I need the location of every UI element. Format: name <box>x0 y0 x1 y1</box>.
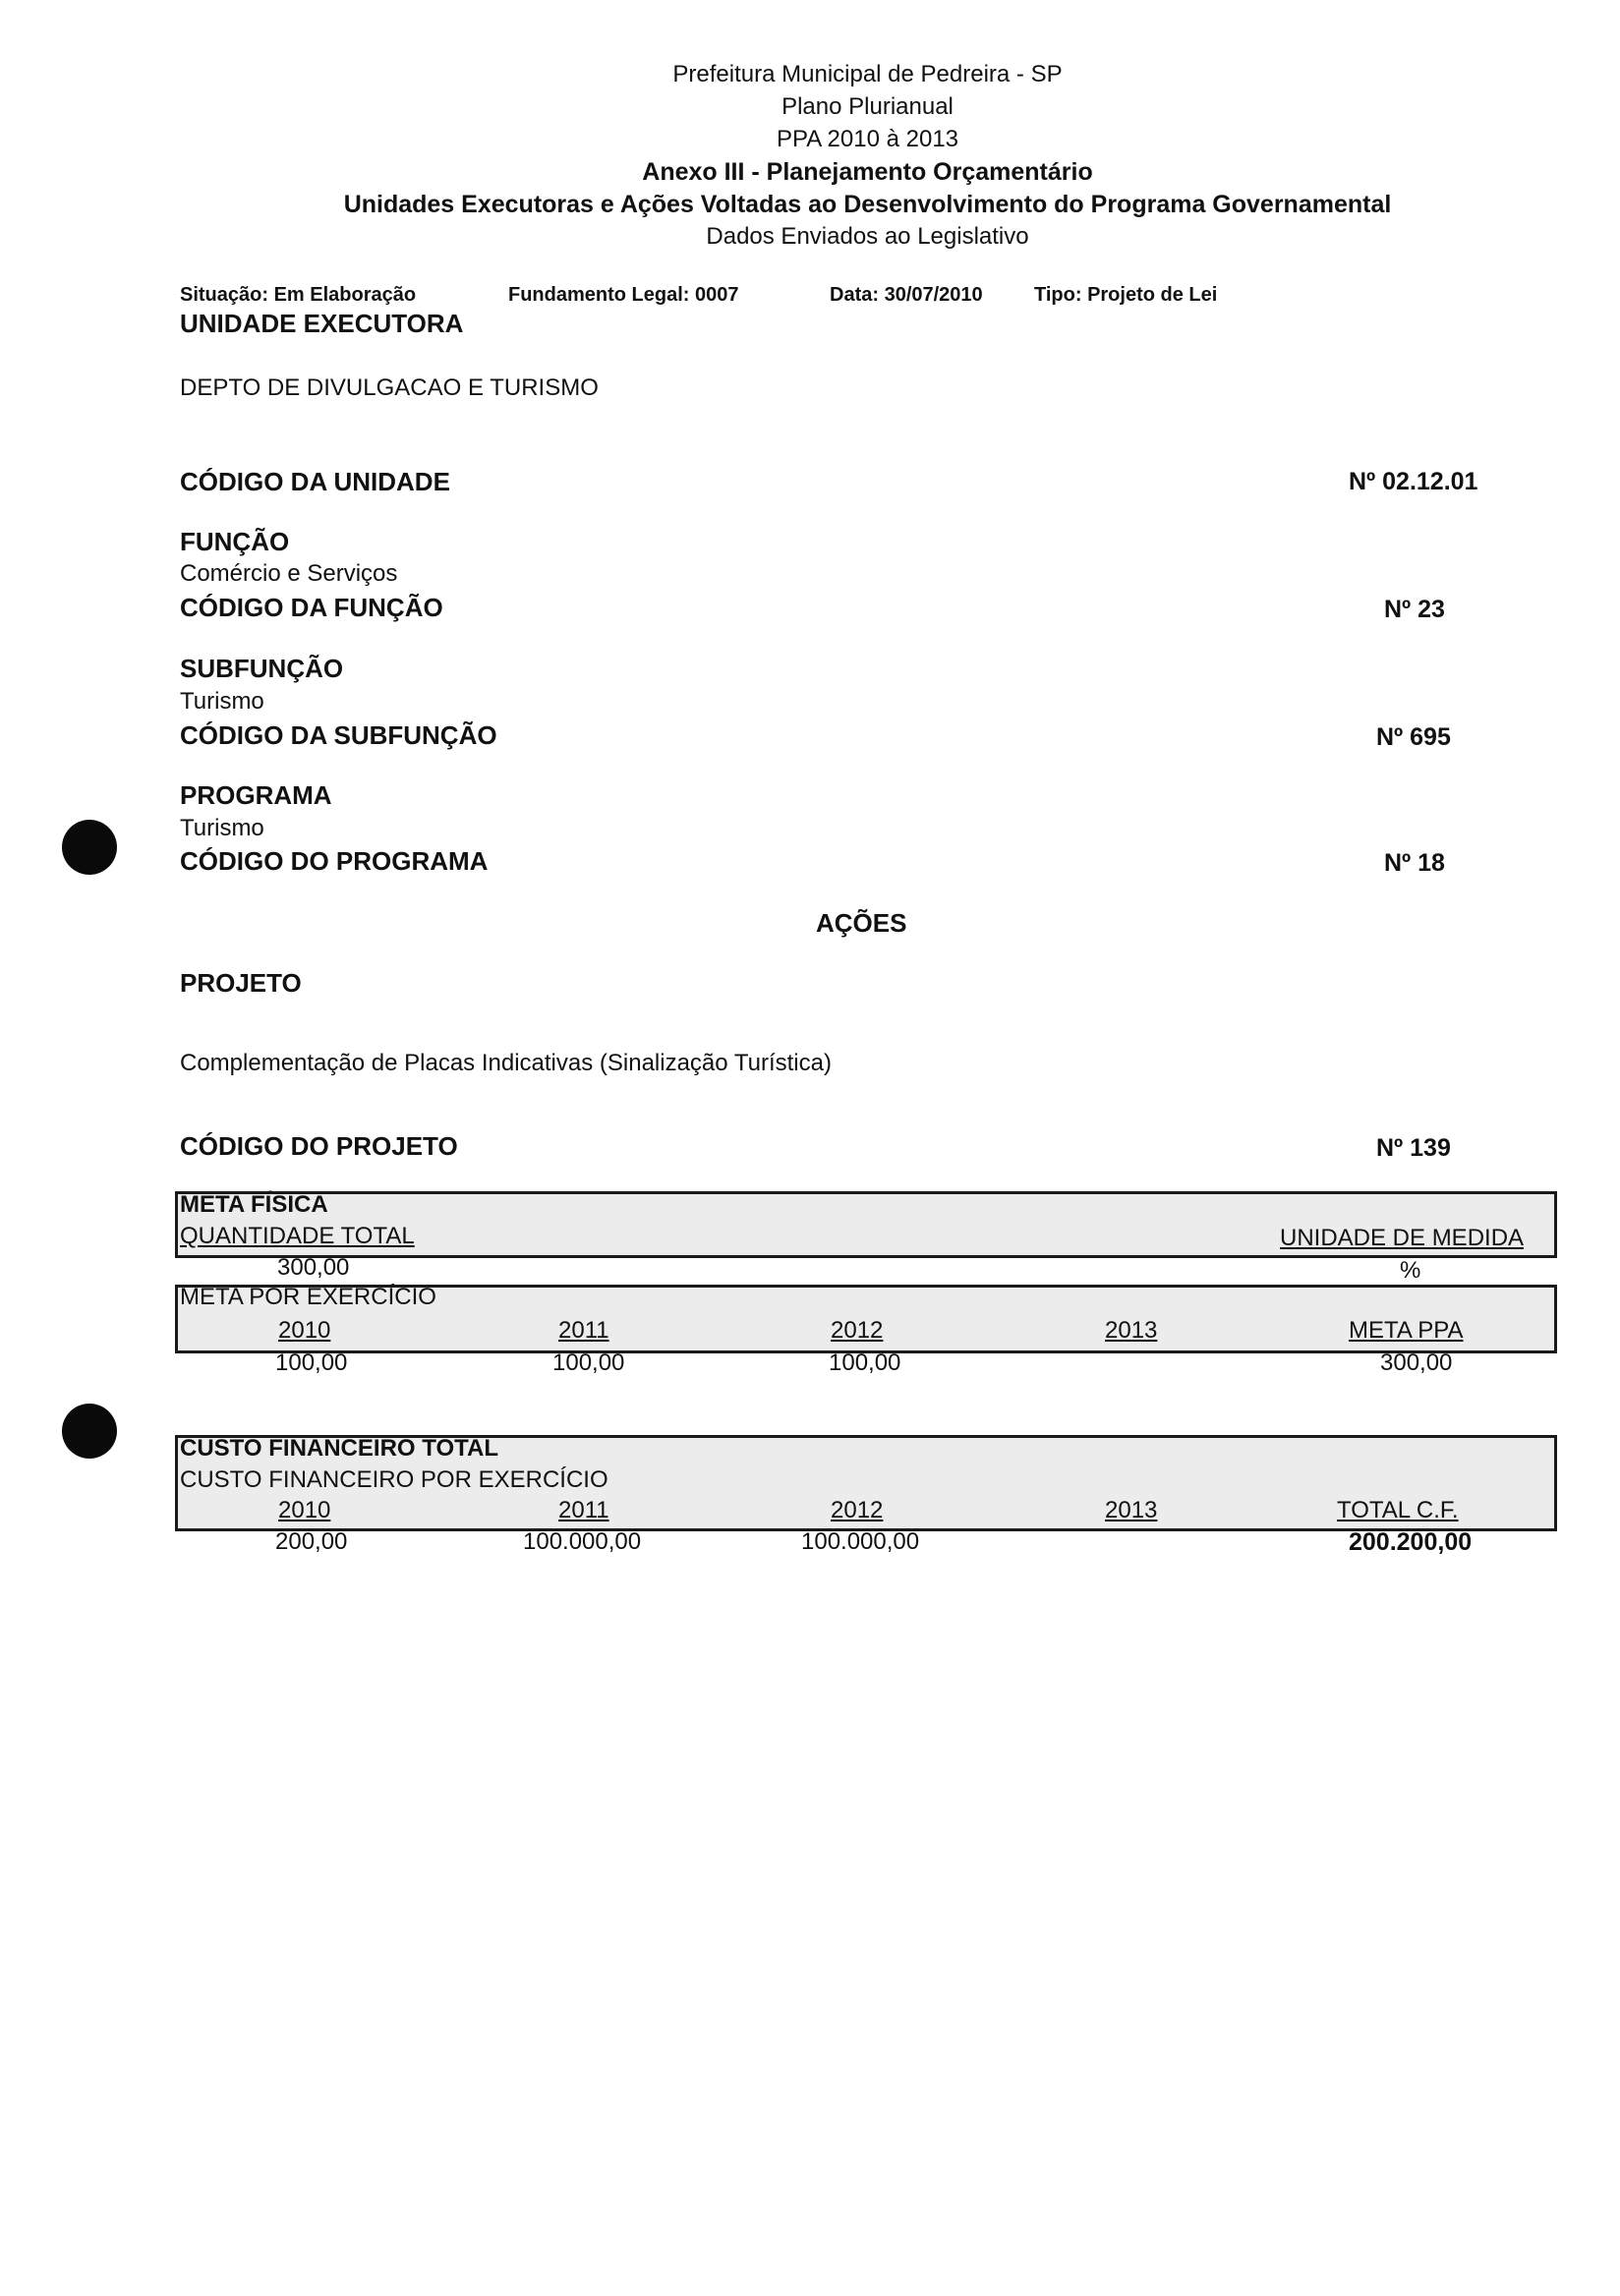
unidade-executora-label: UNIDADE EXECUTORA <box>180 309 464 338</box>
unidade-medida: % <box>1400 1257 1421 1284</box>
custo-value-2012: 100.000,00 <box>801 1528 920 1555</box>
codigo-subfuncao: Nº 695 <box>1376 723 1451 751</box>
meta-year-2011: 2011 <box>558 1317 609 1344</box>
programa-label: PROGRAMA <box>180 780 332 810</box>
meta-year-2012: 2012 <box>831 1317 884 1344</box>
header-dados: Dados Enviados ao Legislativo <box>706 223 1029 250</box>
custo-value-2010: 200,00 <box>275 1528 348 1555</box>
codigo-programa-label: CÓDIGO DO PROGRAMA <box>180 846 489 876</box>
tipo: Tipo: Projeto de Lei <box>1034 284 1218 306</box>
meta-exercicio-title: META POR EXERCÍCIO <box>180 1284 436 1310</box>
acoes-title: AÇÕES <box>816 908 907 938</box>
subfuncao-label: SUBFUNÇÃO <box>180 654 344 683</box>
codigo-unidade: Nº 02.12.01 <box>1349 468 1478 495</box>
codigo-unidade-label: CÓDIGO DA UNIDADE <box>180 467 450 496</box>
header-period: PPA 2010 à 2013 <box>776 126 959 152</box>
situacao: Situação: Em Elaboração <box>180 284 417 306</box>
meta-ppa-total: 300,00 <box>1380 1349 1453 1376</box>
custo-financeiro-title: CUSTO FINANCEIRO TOTAL <box>180 1435 498 1462</box>
custo-year-2010: 2010 <box>278 1497 331 1523</box>
quantidade-total-label: QUANTIDADE TOTAL <box>180 1223 415 1249</box>
custo-value-2011: 100.000,00 <box>523 1528 642 1555</box>
custo-exercicio-subtitle: CUSTO FINANCEIRO POR EXERCÍCIO <box>180 1466 608 1493</box>
meta-value-2012: 100,00 <box>829 1349 901 1376</box>
total-cf-label: TOTAL C.F. <box>1337 1497 1459 1523</box>
codigo-funcao-label: CÓDIGO DA FUNÇÃO <box>180 593 443 622</box>
meta-ppa-label: META PPA <box>1349 1317 1464 1344</box>
unidade-medida-label: UNIDADE DE MEDIDA <box>1280 1225 1525 1251</box>
projeto-nome: Complementação de Placas Indicativas (Sinalização Turística) <box>180 1050 832 1076</box>
projeto-label: PROJETO <box>180 968 302 998</box>
meta-value-2011: 100,00 <box>552 1349 625 1376</box>
punch-hole-bottom <box>62 1404 117 1459</box>
custo-year-2012: 2012 <box>831 1497 884 1523</box>
codigo-subfuncao-label: CÓDIGO DA SUBFUNÇÃO <box>180 720 497 750</box>
header-annex: Anexo III - Planejamento Orçamentário <box>642 158 1093 186</box>
custo-year-2013: 2013 <box>1105 1497 1158 1523</box>
funcao-label: FUNÇÃO <box>180 527 290 556</box>
header-municipality: Prefeitura Municipal de Pedreira - SP <box>672 61 1063 87</box>
unidade-nome: DEPTO DE DIVULGACAO E TURISMO <box>180 374 599 401</box>
codigo-projeto-label: CÓDIGO DO PROJETO <box>180 1131 458 1161</box>
quantidade-total: 300,00 <box>277 1254 350 1281</box>
codigo-programa: Nº 18 <box>1384 849 1445 877</box>
header-plan: Plano Plurianual <box>781 93 954 120</box>
custo-year-2011: 2011 <box>558 1497 609 1523</box>
meta-year-2010: 2010 <box>278 1317 331 1344</box>
header-subtitle: Unidades Executoras e Ações Voltadas ao Desenvolvimento do Programa Governamental <box>343 191 1392 218</box>
meta-value-2010: 100,00 <box>275 1349 348 1376</box>
funcao-nome: Comércio e Serviços <box>180 560 398 587</box>
total-cf: 200.200,00 <box>1349 1528 1473 1556</box>
fundamento-legal: Fundamento Legal: 0007 <box>508 284 739 306</box>
meta-fisica-title: META FÍSICA <box>180 1191 328 1218</box>
codigo-projeto: Nº 139 <box>1376 1134 1451 1162</box>
subfuncao-nome: Turismo <box>180 688 264 715</box>
data: Data: 30/07/2010 <box>830 284 983 306</box>
meta-year-2013: 2013 <box>1105 1317 1158 1344</box>
codigo-funcao: Nº 23 <box>1384 596 1445 623</box>
programa-nome: Turismo <box>180 815 264 841</box>
punch-hole-top <box>62 820 117 875</box>
